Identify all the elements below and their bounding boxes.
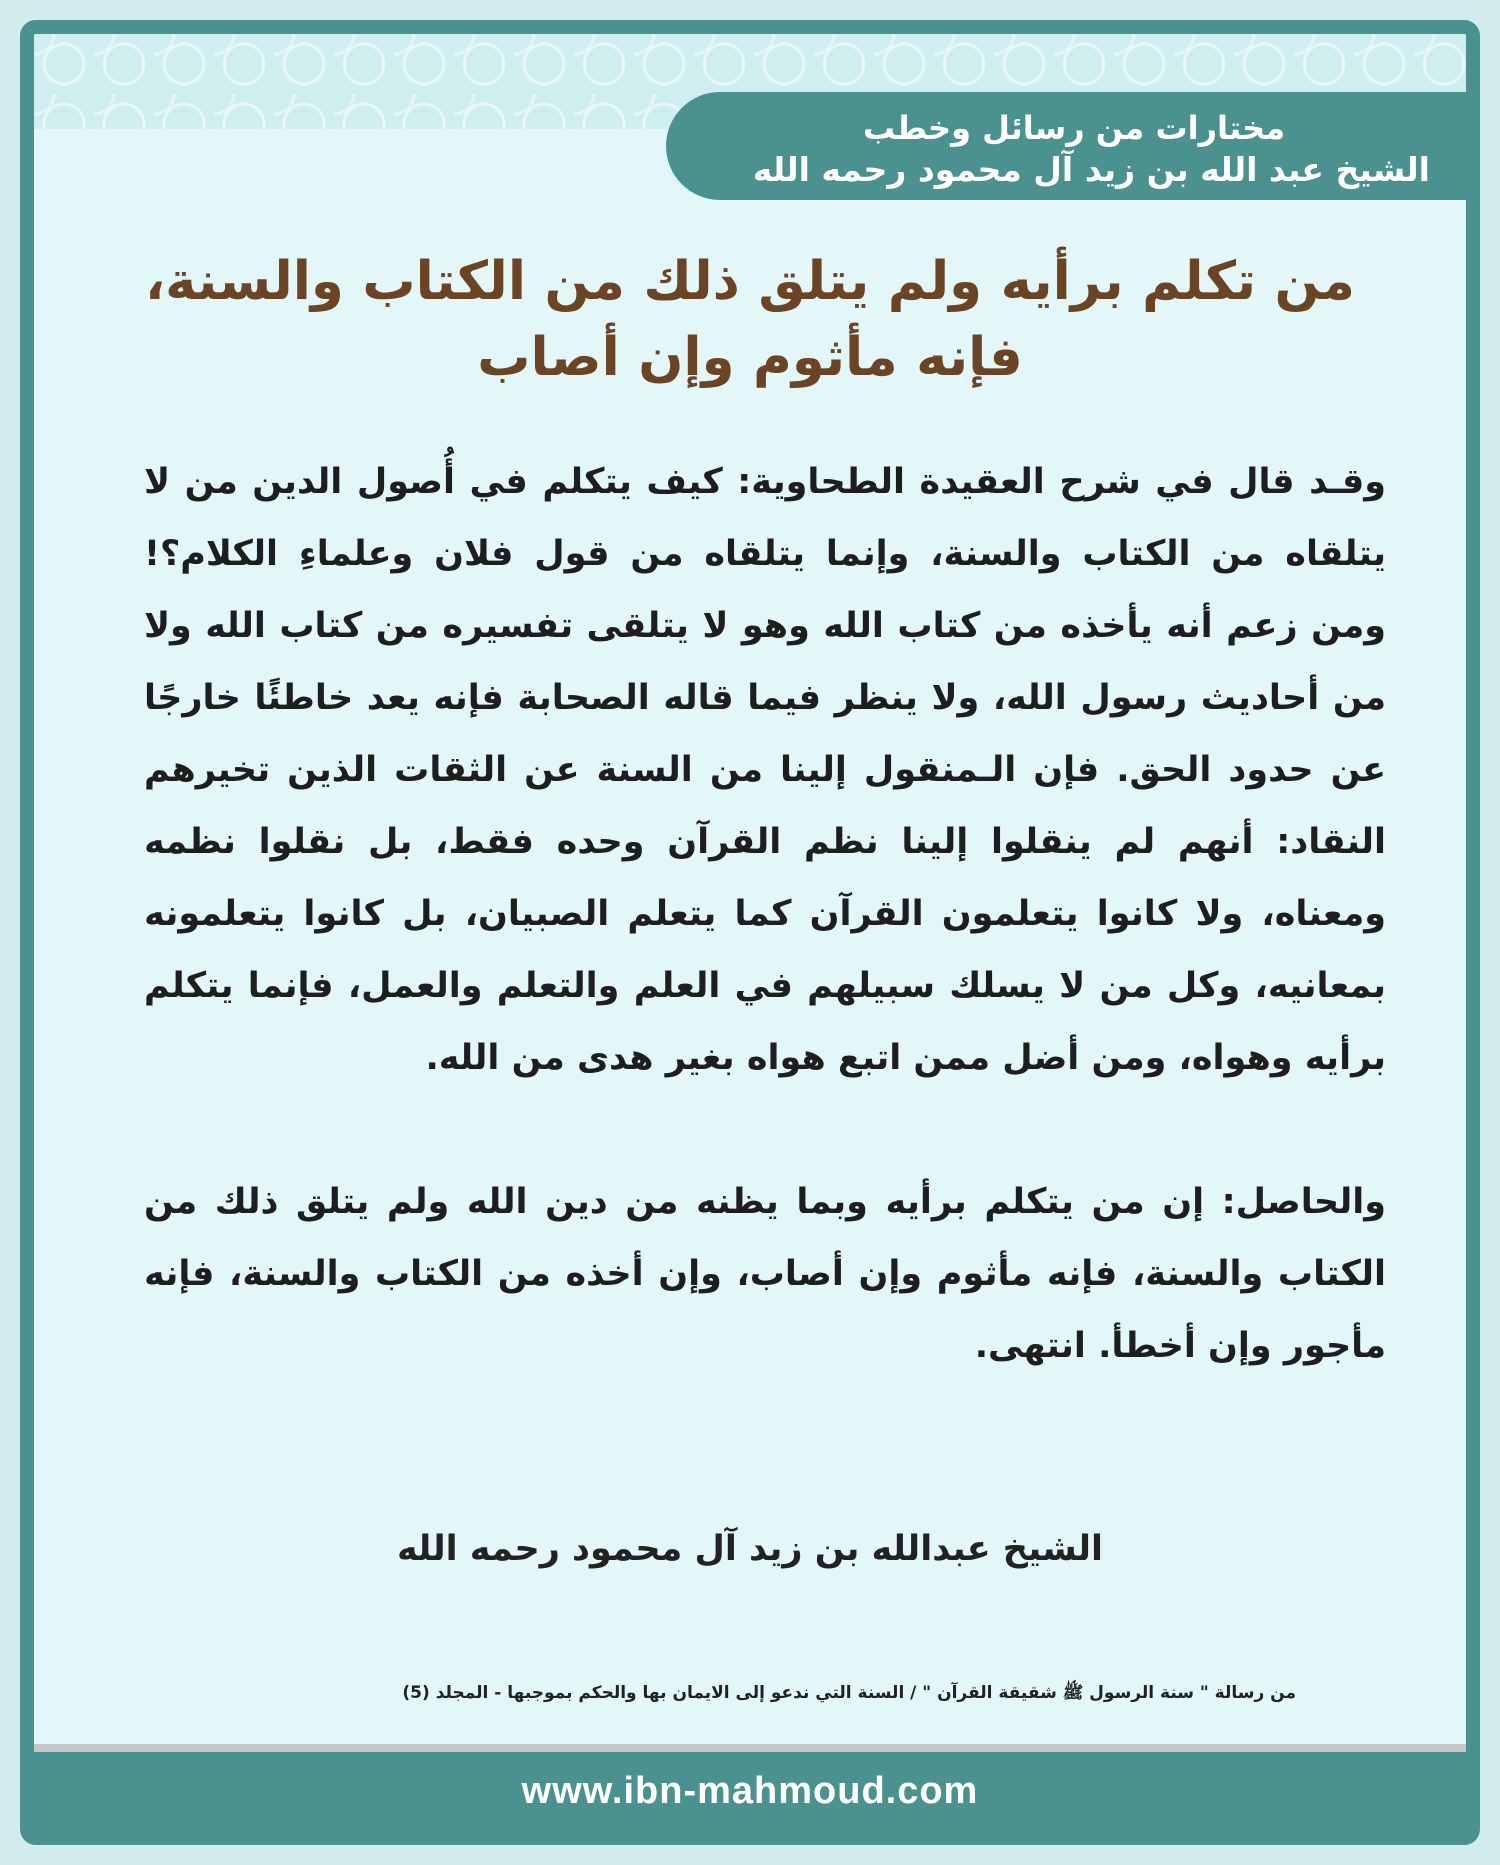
source-citation: من رسالة " سنة الرسول ﷺ شقيقة القرآن " / السنة التي ندعو إلى الايمان بها والحكم بموجبها - المجلد (5) bbox=[402, 1683, 1296, 1703]
series-title: مختارات من رسائل وخطب bbox=[862, 109, 1285, 147]
author-line: الشيخ عبد الله بن زيد آل محمود رحمه الله bbox=[752, 150, 1430, 189]
quote-card bbox=[20, 20, 1480, 1845]
article-body bbox=[144, 446, 1386, 1382]
article-title: من تكلم برأيه ولم يتلق ذلك من الكتاب والسنة، فإنه مأثوم وإن أصاب bbox=[145, 251, 1355, 388]
paragraph-quote: وقـد قال في شرح العقيدة الطحاوية: كيف يتكلم في أُصول الدين من لا يتلقاه من الكتاب والسنة، وإنما يتلقاه من قول فلان وعلماءِ الكلام؟! ومن زعم أنه يأخذه من كتاب الله وهو لا يتلقى تفسيره من كتاب الله ولا من أحاديث رسول الله، ولا ينظر فيما قاله الصحابة فإنه يعد خاطئًا خارجًا عن حدود الحق. فإن الـمنقول إلينا من السنة عن الثقات الذين تخيرهم النقاد: أنهم لم ينقلوا إلينا نظم القرآن وحده فقط، بل نقلوا نظمه ومعناه، ولا كانوا يتعلمون القرآن كما يتعلم الصبيان، بل كانوا يتعلمونه بمعانيه، وكل من لا يسلك سبيلهم في العلم والتعلم والعمل، فإنما يتكلم برأيه وهواه، ومن أضل ممن اتبع هواه بغير هدى من الله. bbox=[144, 462, 1386, 1078]
signature: الشيخ عبدالله بن زيد آل محمود رحمه الله bbox=[396, 1529, 1104, 1569]
footer-band bbox=[34, 1752, 1466, 1831]
paragraph-conclusion: والحاصل: إن من يتكلم برأيه وبما يظنه من دين الله ولم يتلق ذلك من الكتاب والسنة، فإنه مأثوم وإن أصاب، وإن أخذه من الكتاب والسنة، فإنه مأجور وإن أخطأ. انتهى. bbox=[144, 1182, 1386, 1366]
website-link[interactable]: www.ibn-mahmoud.com bbox=[521, 1770, 979, 1812]
divider bbox=[34, 1744, 1466, 1752]
header-band bbox=[666, 92, 1466, 200]
